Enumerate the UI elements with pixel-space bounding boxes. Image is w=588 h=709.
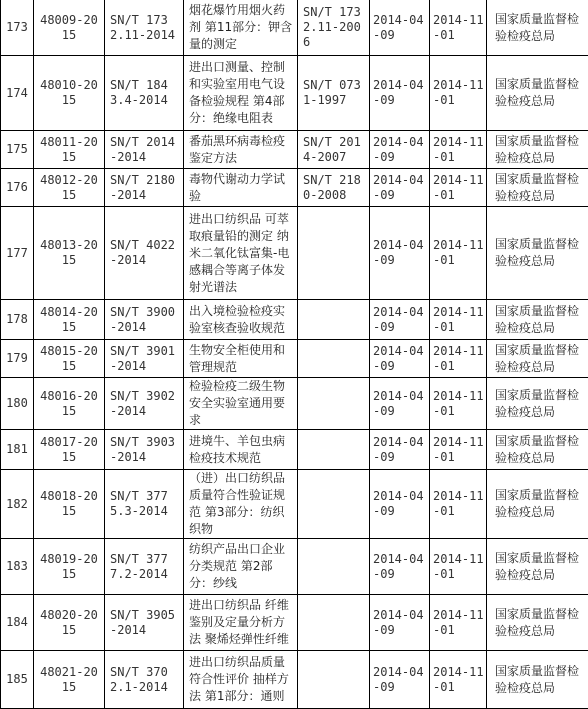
effective-date: 2014-11-01 [430, 56, 487, 131]
replaced-standard [298, 595, 370, 651]
issue-date: 2014-04-09 [370, 0, 430, 56]
effective-date: 2014-11-01 [430, 651, 487, 709]
standard-number: SN/T 3901-2014 [105, 340, 184, 378]
replaced-standard [298, 300, 370, 340]
replaced-standard [298, 539, 370, 595]
table-row [1, 207, 588, 300]
table-row [1, 0, 588, 56]
standard-name: 毒物代谢动力学试验 [184, 169, 298, 207]
row-number: 185 [1, 651, 34, 709]
record-id: 48014-2015 [34, 300, 105, 340]
standard-number: SN/T 3775.3-2014 [105, 470, 184, 539]
row-number: 181 [1, 430, 34, 470]
standard-number: SN/T 3900-2014 [105, 300, 184, 340]
standard-number: SN/T 3702.1-2014 [105, 651, 184, 709]
record-id: 48017-2015 [34, 430, 105, 470]
record-id: 48016-2015 [34, 378, 105, 430]
replaced-standard [298, 378, 370, 430]
record-id: 48011-2015 [34, 131, 105, 169]
standard-number: SN/T 2014-2014 [105, 131, 184, 169]
issuing-department: 国家质量监督检验检疫总局 [487, 539, 588, 595]
table-row [1, 56, 588, 131]
issue-date: 2014-04-09 [370, 169, 430, 207]
standard-name: 生物安全柜使用和管理规范 [184, 340, 298, 378]
issue-date: 2014-04-09 [370, 430, 430, 470]
row-number: 183 [1, 539, 34, 595]
table-row [1, 595, 588, 651]
row-number: 182 [1, 470, 34, 539]
replaced-standard [298, 651, 370, 709]
standard-name: 进出口纺织品 纤维鉴别及定量分析方法 聚烯烃弹性纤维 [184, 595, 298, 651]
issue-date: 2014-04-09 [370, 207, 430, 300]
standard-number: SN/T 3777.2-2014 [105, 539, 184, 595]
issuing-department: 国家质量监督检验检疫总局 [487, 651, 588, 709]
standard-number: SN/T 2180-2014 [105, 169, 184, 207]
replaced-standard [298, 430, 370, 470]
standard-name: 烟花爆竹用烟火药剂 第11部分：钾含量的测定 [184, 0, 298, 56]
issue-date: 2014-04-09 [370, 539, 430, 595]
effective-date: 2014-11-01 [430, 300, 487, 340]
standard-name: （进）出口纺织品质量符合性验证规范 第3部分：纺织织物 [184, 470, 298, 539]
row-number: 176 [1, 169, 34, 207]
issuing-department: 国家质量监督检验检疫总局 [487, 340, 588, 378]
record-id: 48018-2015 [34, 470, 105, 539]
issuing-department: 国家质量监督检验检疫总局 [487, 131, 588, 169]
record-id: 48009-2015 [34, 0, 105, 56]
effective-date: 2014-11-01 [430, 378, 487, 430]
row-number: 179 [1, 340, 34, 378]
effective-date: 2014-11-01 [430, 340, 487, 378]
issue-date: 2014-04-09 [370, 340, 430, 378]
issuing-department: 国家质量监督检验检疫总局 [487, 169, 588, 207]
row-number: 180 [1, 378, 34, 430]
issuing-department: 国家质量监督检验检疫总局 [487, 595, 588, 651]
standard-name: 进出口纺织品 可萃取痕量铅的测定 纳米二氧化钛富集-电感耦合等离子体发射光谱法 [184, 207, 298, 300]
standard-number: SN/T 1843.4-2014 [105, 56, 184, 131]
issue-date: 2014-04-09 [370, 651, 430, 709]
standard-name: 进出口测量、控制和实验室用电气设备检验规程 第4部分：绝缘电阻表 [184, 56, 298, 131]
effective-date: 2014-11-01 [430, 539, 487, 595]
replaced-standard: SN/T 2014-2007 [298, 131, 370, 169]
standard-name: 进出口纺织品质量符合性评价 抽样方法 第1部分：通则 [184, 651, 298, 709]
effective-date: 2014-11-01 [430, 207, 487, 300]
effective-date: 2014-11-01 [430, 0, 487, 56]
issuing-department: 国家质量监督检验检疫总局 [487, 470, 588, 539]
standard-number: SN/T 3903-2014 [105, 430, 184, 470]
standard-number: SN/T 1732.11-2014 [105, 0, 184, 56]
issue-date: 2014-04-09 [370, 470, 430, 539]
standard-number: SN/T 3902-2014 [105, 378, 184, 430]
issue-date: 2014-04-09 [370, 378, 430, 430]
record-id: 48013-2015 [34, 207, 105, 300]
table-row [1, 430, 588, 470]
row-number: 173 [1, 0, 34, 56]
issue-date: 2014-04-09 [370, 595, 430, 651]
replaced-standard [298, 207, 370, 300]
effective-date: 2014-11-01 [430, 430, 487, 470]
row-number: 184 [1, 595, 34, 651]
table-row [1, 169, 588, 207]
effective-date: 2014-11-01 [430, 169, 487, 207]
table-row [1, 651, 588, 709]
standard-name: 番茄黑环病毒检疫鉴定方法 [184, 131, 298, 169]
row-number: 174 [1, 56, 34, 131]
effective-date: 2014-11-01 [430, 131, 487, 169]
issuing-department: 国家质量监督检验检疫总局 [487, 207, 588, 300]
issuing-department: 国家质量监督检验检疫总局 [487, 300, 588, 340]
replaced-standard: SN/T 1732.11-2006 [298, 0, 370, 56]
issue-date: 2014-04-09 [370, 131, 430, 169]
table-row [1, 131, 588, 169]
effective-date: 2014-11-01 [430, 595, 487, 651]
table-row [1, 300, 588, 340]
table-row [1, 340, 588, 378]
record-id: 48015-2015 [34, 340, 105, 378]
record-id: 48019-2015 [34, 539, 105, 595]
replaced-standard: SN/T 0731-1997 [298, 56, 370, 131]
issuing-department: 国家质量监督检验检疫总局 [487, 0, 588, 56]
row-number: 177 [1, 207, 34, 300]
record-id: 48021-2015 [34, 651, 105, 709]
effective-date: 2014-11-01 [430, 470, 487, 539]
row-number: 178 [1, 300, 34, 340]
standard-name: 出入境检验检疫实验室核查验收规范 [184, 300, 298, 340]
standard-name: 检验检疫二级生物安全实验室通用要求 [184, 378, 298, 430]
issue-date: 2014-04-09 [370, 300, 430, 340]
issuing-department: 国家质量监督检验检疫总局 [487, 56, 588, 131]
replaced-standard [298, 340, 370, 378]
record-id: 48020-2015 [34, 595, 105, 651]
replaced-standard: SN/T 2180-2008 [298, 169, 370, 207]
row-number: 175 [1, 131, 34, 169]
record-id: 48012-2015 [34, 169, 105, 207]
table-row [1, 378, 588, 430]
table-row [1, 539, 588, 595]
record-id: 48010-2015 [34, 56, 105, 131]
replaced-standard [298, 470, 370, 539]
issue-date: 2014-04-09 [370, 56, 430, 131]
table-body [1, 0, 588, 709]
table-row [1, 470, 588, 539]
standard-name: 纺织产品出口企业分类规范 第2部分：纱线 [184, 539, 298, 595]
standard-number: SN/T 4022-2014 [105, 207, 184, 300]
issuing-department: 国家质量监督检验检疫总局 [487, 378, 588, 430]
issuing-department: 国家质量监督检验检疫总局 [487, 430, 588, 470]
standard-name: 进境牛、羊包虫病检疫技术规范 [184, 430, 298, 470]
standard-number: SN/T 3905-2014 [105, 595, 184, 651]
